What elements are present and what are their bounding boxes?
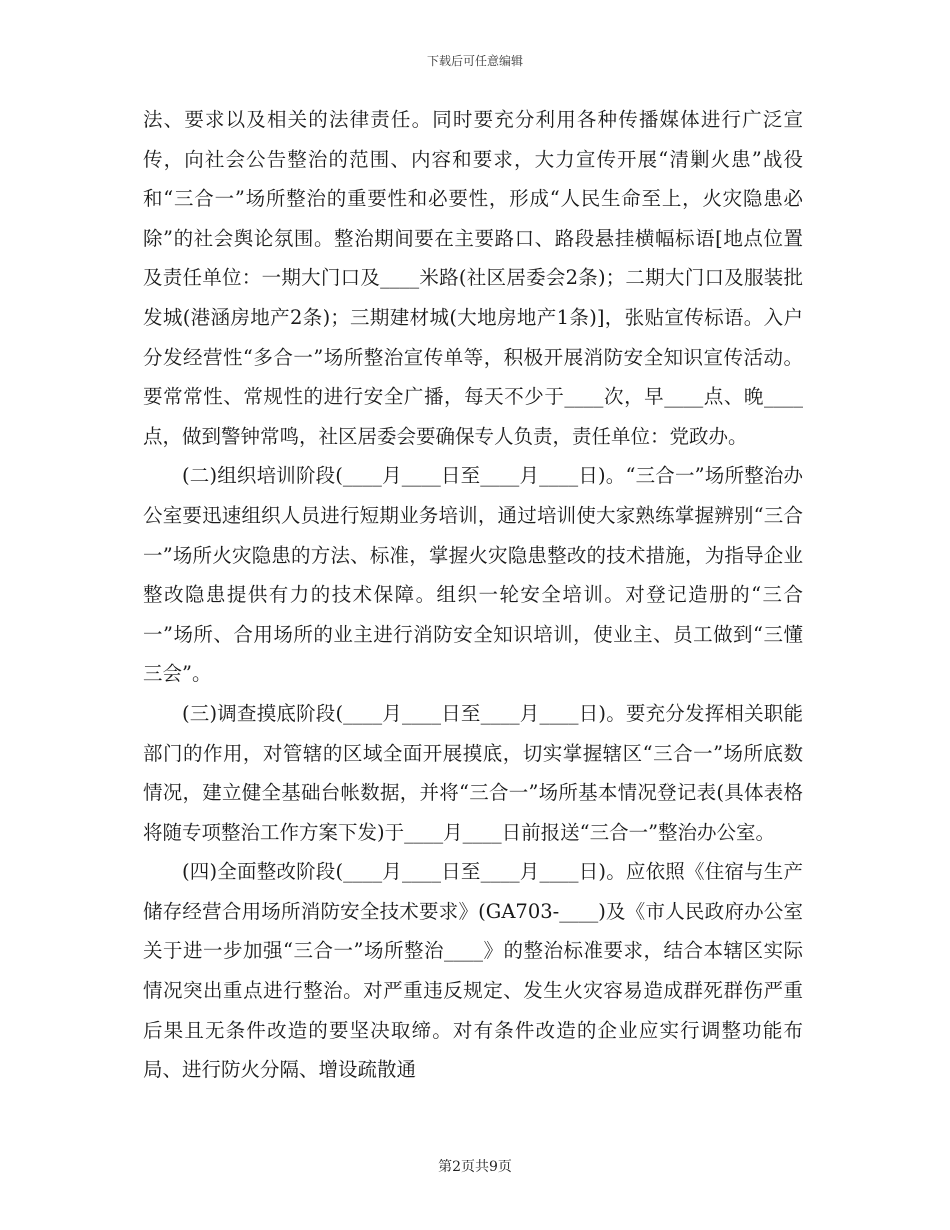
- paragraph-rectification-stage: (四)全面整改阶段(____月____日至____月____日)。应依照《住宿与生产储存经营合用场所消防安全技术要求》(GA703-____)及《市人民政府办公室关于进一步加强“三合一”场所整治____》的整治标准要求，结合本辖区实际情况突出重点进行整治。对严重违反规定、发生火灾容易造成群死群伤严重后果且无条件改造的要坚决取缔。对有条件改造的企业应实行调整功能布局、进行防火分隔、增设疏散通: [143, 860, 803, 1082]
- paragraph-publicity: 法、要求以及相关的法律责任。同时要充分利用各种传播媒体进行广泛宣传，向社会公告整治的范围、内容和要求，大力宣传开展“清剿火患”战役和“三合一”场所整治的重要性和必要性，形成“人民生命至上，火灾隐患必除”的社会舆论氛围。整治期间要在主要路口、路段悬挂横幅标语[地点位置及责任单位：一期大门口及____米路(社区居委会2条)；二期大门口及服装批发城(港涵房地产2条)；三期建材城(大地房地产1条)]，张贴宣传标语。入户分发经营性“多合一”场所整治宣传单等，积极开展消防安全知识宣传活动。要常常性、常规性的进行安全广播，每天不少于____次，早____点、晚____点，做到警钟常鸣，社区居委会要确保专人负责，责任单位：党政办。: [143, 108, 803, 448]
- paragraph-training-stage: (二)组织培训阶段(____月____日至____月____日)。“三合一”场所整治办公室要迅速组织人员进行短期业务培训，通过培训使大家熟练掌握辨别“三合一”场所火灾隐患的方法、标准，掌握火灾隐患整改的技术措施，为指导企业整改隐患提供有力的技术保障。组织一轮安全培训。对登记造册的“三合一”场所、合用场所的业主进行消防安全知识培训，使业主、员工做到“三懂三会”。: [143, 464, 803, 686]
- document-body: [143, 100, 803, 1090]
- paragraph-survey-stage: (三)调查摸底阶段(____月____日至____月____日)。要充分发挥相关职能部门的作用，对管辖的区域全面开展摸底，切实掌握辖区“三合一”场所底数情况，建立健全基础台帐数据，并将“三合一”场所基本情况登记表(具体表格将随专项整治工作方案下发)于____月____日前报送“三合一”整治办公室。: [143, 701, 803, 844]
- header-note: 下载后可任意编辑: [426, 54, 523, 68]
- page-number: 第2页共9页: [438, 1159, 512, 1175]
